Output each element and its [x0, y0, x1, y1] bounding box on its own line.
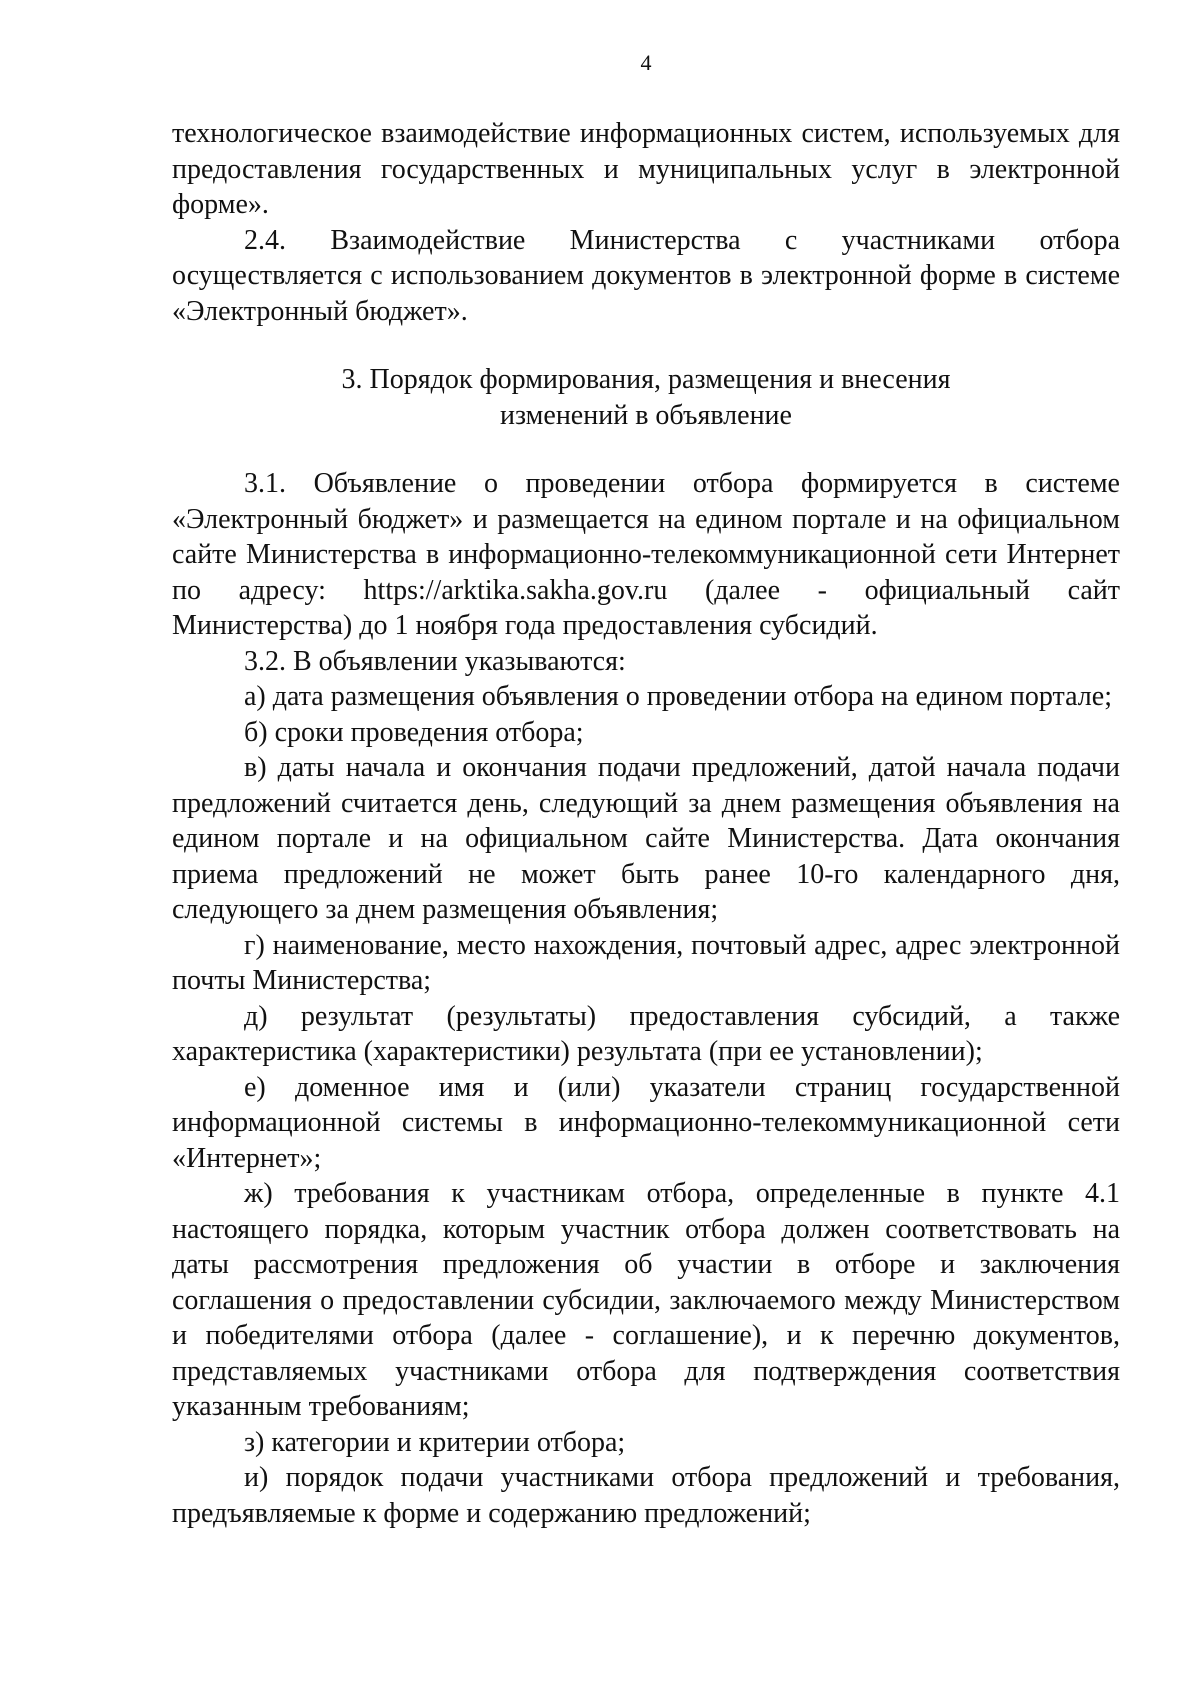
list-item-i: и) порядок подачи участниками отбора предложений и требования, предъявляемые к форме и содержанию предложений;	[172, 1462, 1120, 1529]
document-body	[172, 116, 1120, 1531]
list-item-a: а) дата размещения объявления о проведении отбора на едином портале;	[244, 681, 1112, 712]
section-heading	[172, 362, 1120, 433]
page-number: 4	[640, 50, 652, 75]
paragraph-2-4: 2.4. Взаимодействие Министерства с участниками отбора осуществляется с использованием документов в электронной форме в системе «Электронный бюджет».	[172, 224, 1120, 327]
list-item-b: б) сроки проведения отбора;	[244, 716, 584, 748]
list-item-e: е) доменное имя и (или) указатели страниц государственной информационной системы в информационно-телекоммуникационной сети «Интернет»;	[172, 1071, 1120, 1174]
paragraph-3-1: 3.1. Объявление о проведении отбора формируется в системе «Электронный бюджет» и размещается на едином портале и на официальном сайте Министерства в информационно-телекоммуникационной сети Интернет по адресу: https://arktika.sakha.gov.ru (далее - официальный сайт Министерства) до 1 ноября года предоставления субсидий.	[172, 468, 1120, 641]
list-item-v: в) даты начала и окончания подачи предложений, датой начала подачи предложений считается день, следующий за днем размещения объявления на едином портале и на официальном сайте Министерства. Дата окончания приема предложений не может быть ранее 10-го календарного дня, следующего за днем размещения объявления;	[172, 752, 1120, 925]
section-heading-line-1: 3. Порядок формирования, размещения и внесения	[341, 364, 951, 395]
list-item-zh: ж) требования к участникам отбора, определенные в пункте 4.1 настоящего порядка, которым участник отбора должен соответствовать на даты рассмотрения предложения об участии в отборе и заключения соглашения о предоставлении субсидии, заключаемого между Министерством и победителями отбора (далее - соглашение), и к перечню документов, представляемых участниками отбора для подтверждения соответствия указанным требованиям;	[172, 1178, 1120, 1422]
paragraph-continuation: технологическое взаимодействие информационных систем, используемых для предоставления государственных и муниципальных услуг в электронной форме».	[172, 118, 1120, 220]
paragraph-3-2: 3.2. В объявлении указываются:	[244, 645, 626, 677]
list-item-z: з) категории и критерии отбора;	[244, 1426, 626, 1458]
list-item-d: д) результат (результаты) предоставления субсидий, а также характеристика (характеристики) результата (при ее установлении);	[172, 1000, 1120, 1067]
section-heading-line-2: изменений в объявление	[500, 399, 792, 431]
list-item-g: г) наименование, место нахождения, почтовый адрес, адрес электронной почты Министерства;	[172, 929, 1120, 996]
